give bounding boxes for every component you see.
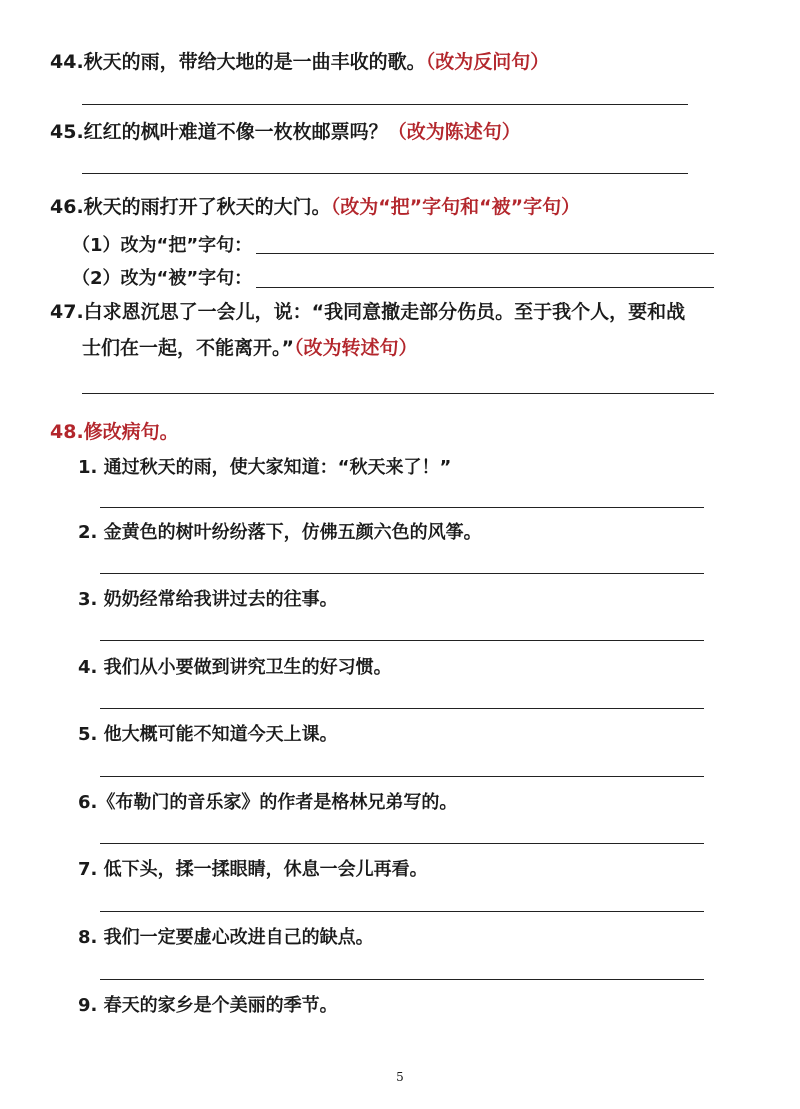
answer-line-1[interactable]: [100, 507, 704, 508]
question-48: [50, 420, 179, 444]
sentence-item-1: 1. 通过秋天的雨，使大家知道：“秋天来了！”: [78, 457, 452, 478]
question-text: 秋天的雨打开了秋天的大门。: [83, 196, 331, 218]
sentence-item-6: 6.《布勒门的音乐家》的作者是格林兄弟写的。: [78, 792, 458, 813]
sentence-item-5: 5. 他大概可能不知道今天上课。: [78, 724, 338, 745]
answer-line-ba[interactable]: [256, 253, 714, 254]
question-text: 红红的枫叶难道不像一枚枚邮票吗？: [83, 121, 388, 143]
question-47-continued: [82, 336, 418, 360]
answer-line-3[interactable]: [100, 640, 704, 641]
question-47: [50, 300, 685, 324]
question-number: 47.: [50, 301, 84, 323]
question-text: 秋天的雨，带给大地的是一曲丰收的歌。: [83, 51, 426, 73]
sentence-item-8: 8. 我们一定要虚心改进自己的缺点。: [78, 927, 374, 948]
question-number: 48.: [50, 421, 84, 443]
question-instruction: （改为反问句）: [425, 51, 550, 73]
answer-line-4[interactable]: [100, 708, 704, 709]
question-46: [50, 195, 580, 219]
q46-part-2-label: （2）改为“被”字句：: [72, 268, 253, 289]
q46-part-1-label: （1）改为“把”字句：: [72, 235, 253, 256]
question-number: 44.: [50, 51, 84, 73]
question-45: [50, 120, 521, 144]
sentence-item-3: 3. 奶奶经常给我讲过去的往事。: [78, 589, 338, 610]
sentence-item-9: 9. 春天的家乡是个美丽的季节。: [78, 995, 338, 1016]
question-instruction: （改为“把”字句和“被”字句）: [330, 196, 581, 218]
answer-line-7[interactable]: [100, 911, 704, 912]
sentence-item-4: 4. 我们从小要做到讲究卫生的好习惯。: [78, 657, 392, 678]
question-number: 45.: [50, 121, 84, 143]
question-44: [50, 50, 549, 74]
question-text-line-2: 士们在一起，不能离开。”: [82, 337, 294, 359]
answer-line[interactable]: [82, 104, 688, 105]
answer-line[interactable]: [82, 393, 714, 394]
answer-line-8[interactable]: [100, 979, 704, 980]
page-number: 5: [396, 1070, 404, 1084]
question-instruction: （改为陈述句）: [387, 121, 521, 143]
question-number: 46.: [50, 196, 84, 218]
answer-line-5[interactable]: [100, 776, 704, 777]
answer-line[interactable]: [82, 173, 688, 174]
sentence-item-7: 7. 低下头，揉一揉眼睛，休息一会儿再看。: [78, 859, 428, 880]
answer-line-2[interactable]: [100, 573, 704, 574]
question-instruction: （改为转述句）: [294, 337, 418, 359]
question-title: 修改病句。: [83, 421, 179, 443]
answer-line-bei[interactable]: [256, 287, 714, 288]
answer-line-6[interactable]: [100, 843, 704, 844]
sentence-item-2: 2. 金黄色的树叶纷纷落下，仿佛五颜六色的风筝。: [78, 522, 482, 543]
question-text-line-1: 白求恩沉思了一会儿，说：“我同意撤走部分伤员。至于我个人，要和战: [83, 301, 686, 323]
